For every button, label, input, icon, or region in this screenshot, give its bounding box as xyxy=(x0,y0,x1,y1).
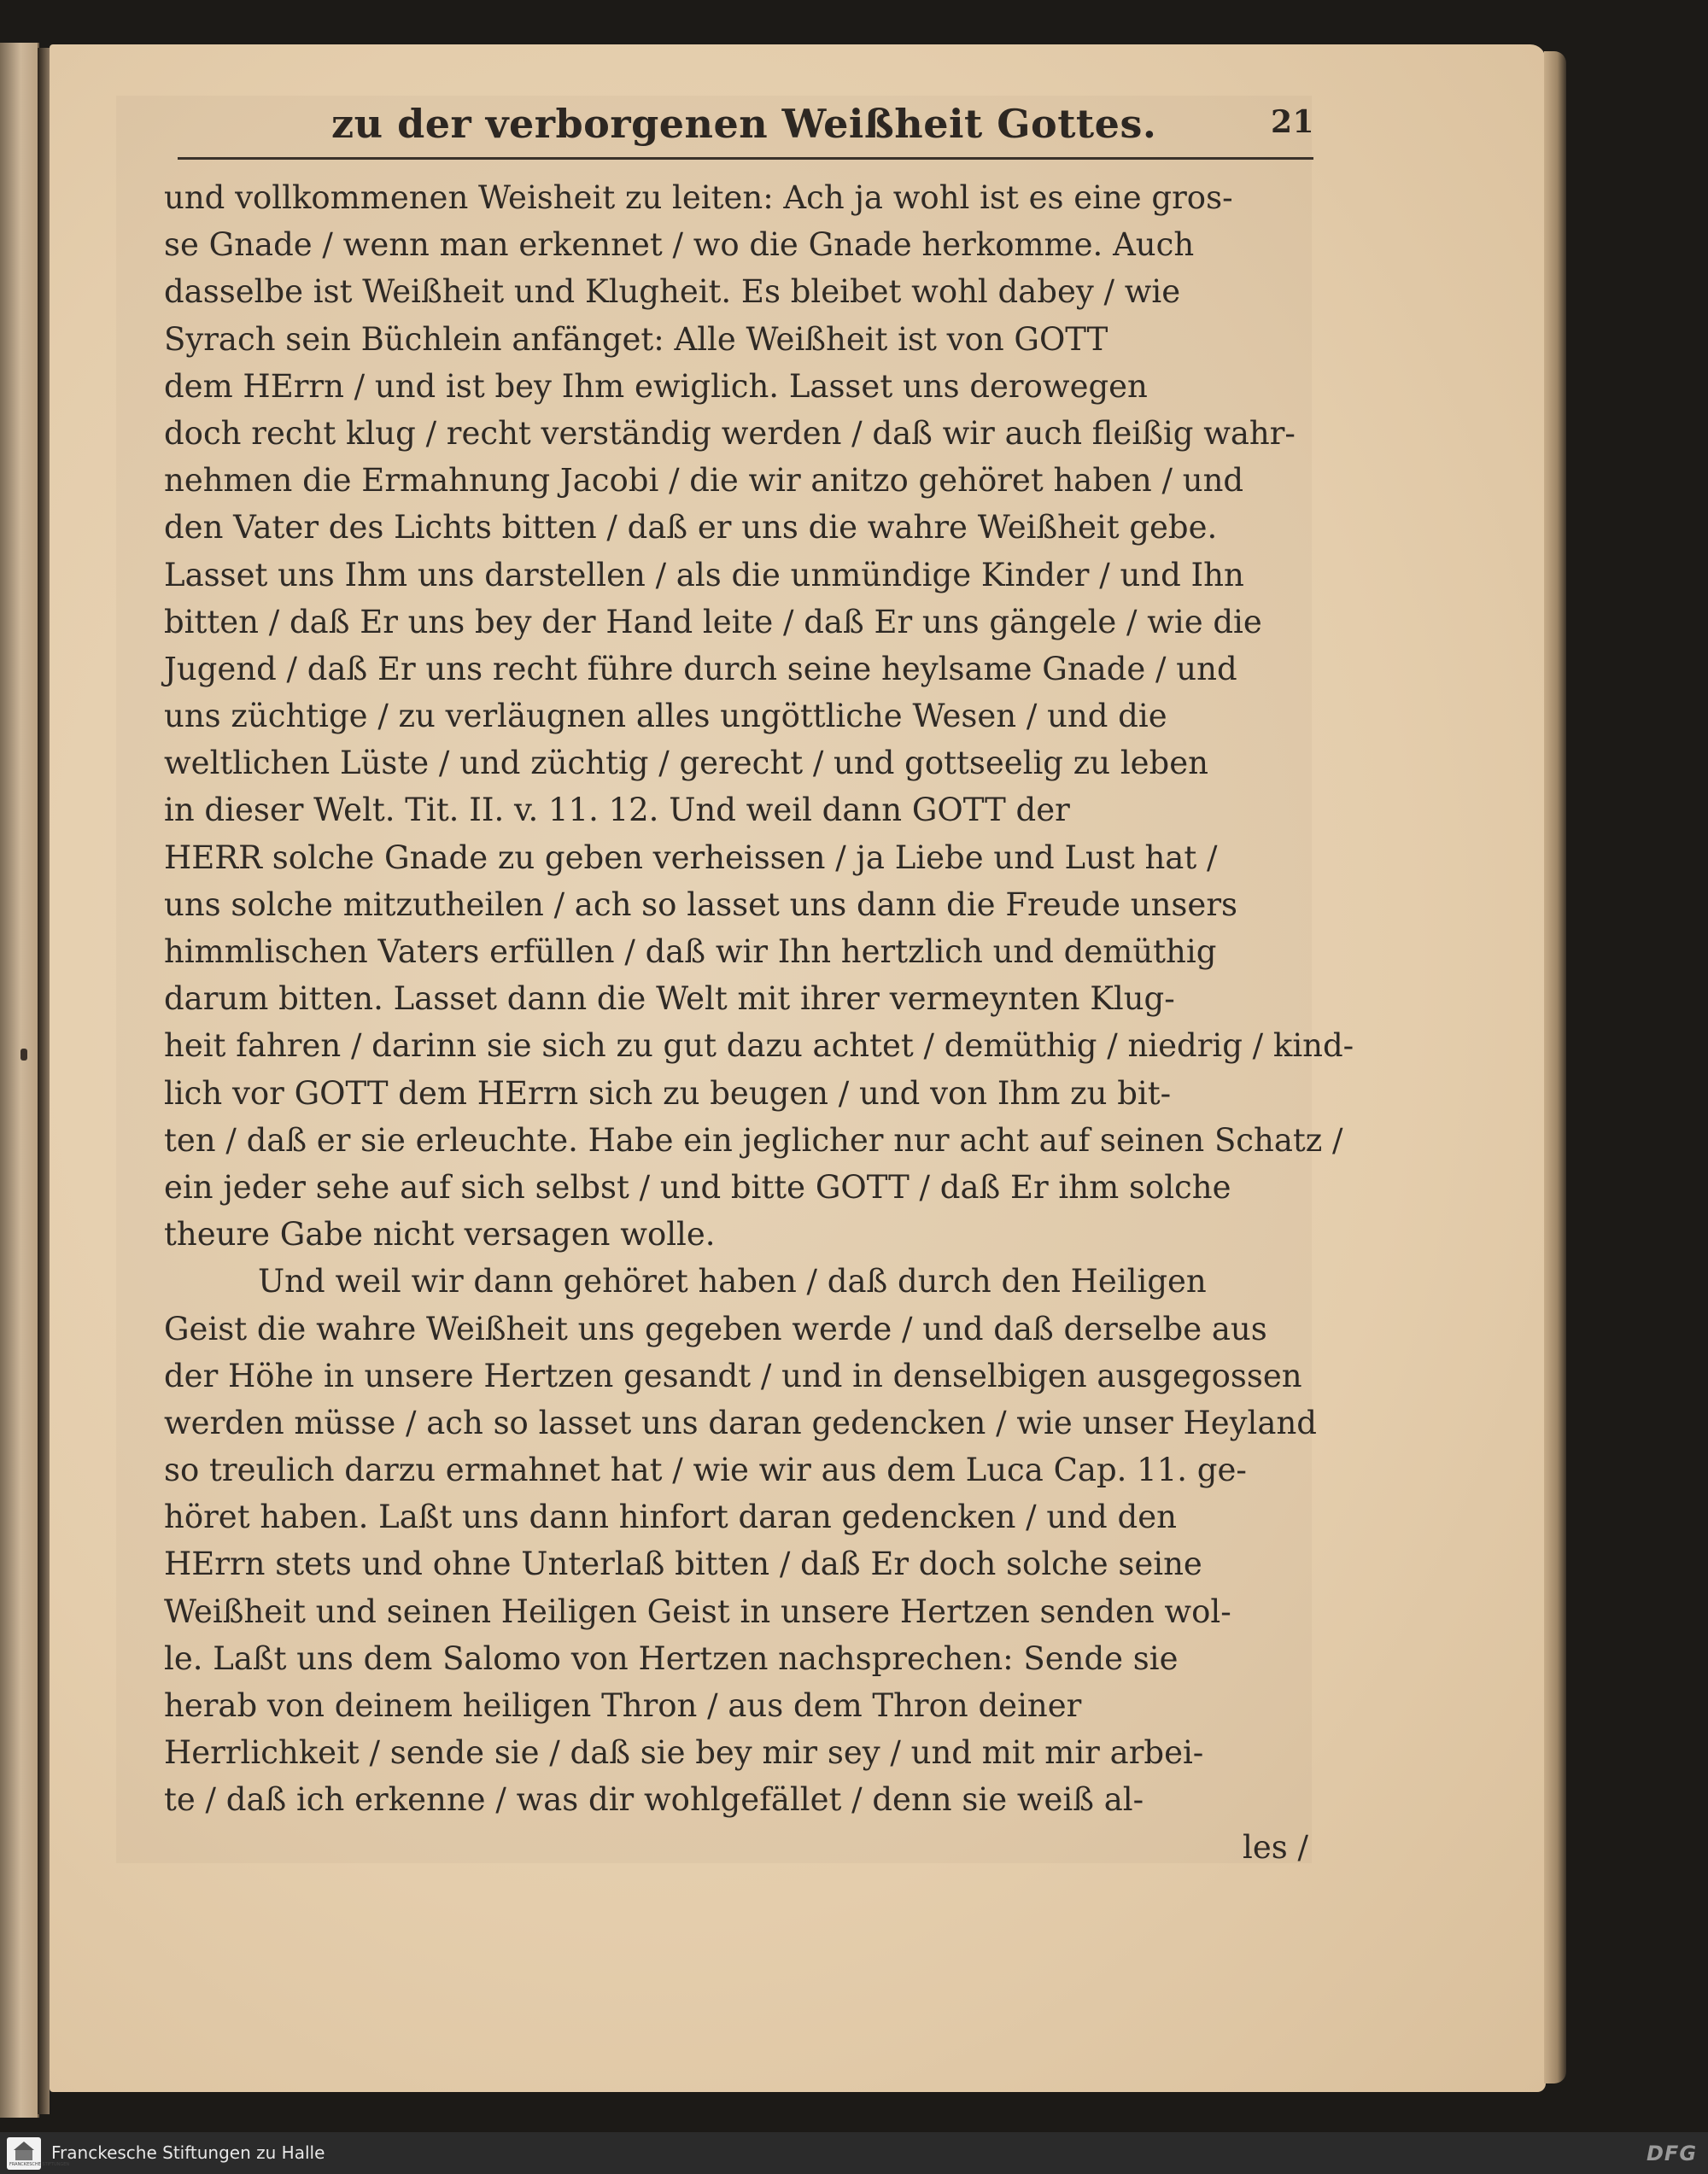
text-line: den Vater des Lichts bitten / daß er uns die wahre Weißheit gebe. xyxy=(164,509,1218,546)
building-base-icon xyxy=(15,2150,32,2160)
text-line: lich vor GOTT dem HErrn sich zu beugen / und von Ihm zu bit- xyxy=(164,1074,1172,1112)
text-line: le. Laßt uns dem Salomo von Hertzen nachsprechen: Sende sie xyxy=(164,1639,1179,1677)
text-line: höret haben. Laßt uns dann hinfort daran gedencken / und den xyxy=(164,1499,1177,1536)
text-line: in dieser Welt. Tit. II. v. 11. 12. Und weil dann GOTT der xyxy=(164,792,1070,829)
text-line: dem HErrn / und ist bey Ihm ewiglich. Lasset uns derowegen xyxy=(164,367,1148,405)
footer-bar xyxy=(0,2132,1708,2174)
paragraph-start-line: Und weil wir dann gehöret haben / daß durch den Heiligen xyxy=(258,1263,1207,1300)
dfg-logo[interactable]: DFG xyxy=(1647,2142,1698,2165)
book-page xyxy=(50,44,1546,2092)
text-line: se Gnade / wenn man erkennet / wo die Gnade herkomme. Auch xyxy=(164,226,1195,264)
text-line: ein jeder sehe auf sich selbst / und bitte GOTT / daß Er ihm solche xyxy=(164,1168,1231,1206)
margin-mark xyxy=(20,1049,27,1061)
text-line: Syrach sein Büchlein anfänget: Alle Weißheit ist von GOTT xyxy=(164,320,1108,358)
text-line: himmlischen Vaters erfüllen / daß wir Ihn hertzlich und demüthig xyxy=(164,933,1217,970)
text-line: dasselbe ist Weißheit und Klugheit. Es bleibet wohl dabey / wie xyxy=(164,273,1181,311)
running-head xyxy=(272,97,1331,157)
text-line: uns züchtige / zu verläugnen alles ungöttliche Wesen / und die xyxy=(164,698,1167,735)
page-number: 21 xyxy=(1271,104,1315,140)
text-line: heit fahren / darinn sie sich zu gut dazu achtet / demüthig / niedrig / kind- xyxy=(164,1027,1354,1065)
institution-name: Franckesche Stiftungen zu Halle xyxy=(51,2142,325,2163)
text-line: doch recht klug / recht verständig werden / daß wir auch fleißig wahr- xyxy=(164,414,1296,452)
text-line: und vollkommenen Weisheit zu leiten: Ach ja wohl ist es eine gros- xyxy=(164,179,1233,216)
text-line: der Höhe in unsere Hertzen gesandt / und in denselbigen ausgegossen xyxy=(164,1357,1302,1394)
text-line: uns solche mitzutheilen / ach so lasset uns dann die Freude unsers xyxy=(164,885,1237,923)
book-gutter xyxy=(38,48,50,2114)
text-line: werden müsse / ach so lasset uns daran gedencken / wie unser Heyland xyxy=(164,1404,1317,1441)
text-line: te / daß ich erkenne / was dir wohlgefället / denn sie weiß al- xyxy=(164,1781,1144,1819)
text-line: ten / daß er sie erleuchte. Habe ein jeglicher nur acht auf seinen Schatz / xyxy=(164,1121,1343,1159)
text-line: Herrlichkeit / sende sie / daß sie bey mir sey / und mit mir arbei- xyxy=(164,1734,1204,1772)
text-line: herab von deinem heiligen Thron / aus dem Thron deiner xyxy=(164,1687,1082,1724)
institution-logo[interactable] xyxy=(7,2137,70,2170)
text-line: theure Gabe nicht versagen wolle. xyxy=(164,1216,716,1254)
logo-caption: FRANCKESCHE STIFTUNGEN xyxy=(9,2162,70,2167)
right-page-edge xyxy=(1544,51,1566,2083)
building-roof-icon xyxy=(14,2142,34,2150)
body-text xyxy=(164,174,1354,1871)
text-line: Weißheit und seinen Heiligen Geist in unsere Hertzen senden wol- xyxy=(164,1593,1231,1630)
text-line: Lasset uns Ihm uns darstellen / als die unmündige Kinder / und Ihn xyxy=(164,556,1244,593)
text-line: so treulich darzu ermahnet hat / wie wir aus dem Luca Cap. 11. ge- xyxy=(164,1452,1247,1489)
catchword-line: les / xyxy=(1243,1828,1308,1866)
left-page-edge xyxy=(0,43,39,2118)
text-line: weltlichen Lüste / und züchtig / gerecht / und gottseelig zu leben xyxy=(164,745,1208,782)
text-line: HErrn stets und ohne Unterlaß bitten / daß Er doch solche seine xyxy=(164,1546,1202,1583)
text-line: nehmen die Ermahnung Jacobi / die wir anitzo gehöret haben / und xyxy=(164,462,1244,500)
head-rule xyxy=(178,157,1313,160)
text-line: bitten / daß Er uns bey der Hand leite / daß Er uns gängele / wie die xyxy=(164,603,1262,640)
text-line: HERR solche Gnade zu geben verheissen / ja Liebe und Lust hat / xyxy=(164,839,1218,876)
text-line: darum bitten. Lasset dann die Welt mit ihrer vermeynten Klug- xyxy=(164,980,1175,1018)
text-line: Geist die wahre Weißheit uns gegeben werde / und daß derselbe aus xyxy=(164,1310,1267,1347)
running-head-title: zu der verborgenen Weißheit Gottes. xyxy=(331,101,1157,147)
text-line: Jugend / daß Er uns recht führe durch seine heylsame Gnade / und xyxy=(164,650,1237,687)
